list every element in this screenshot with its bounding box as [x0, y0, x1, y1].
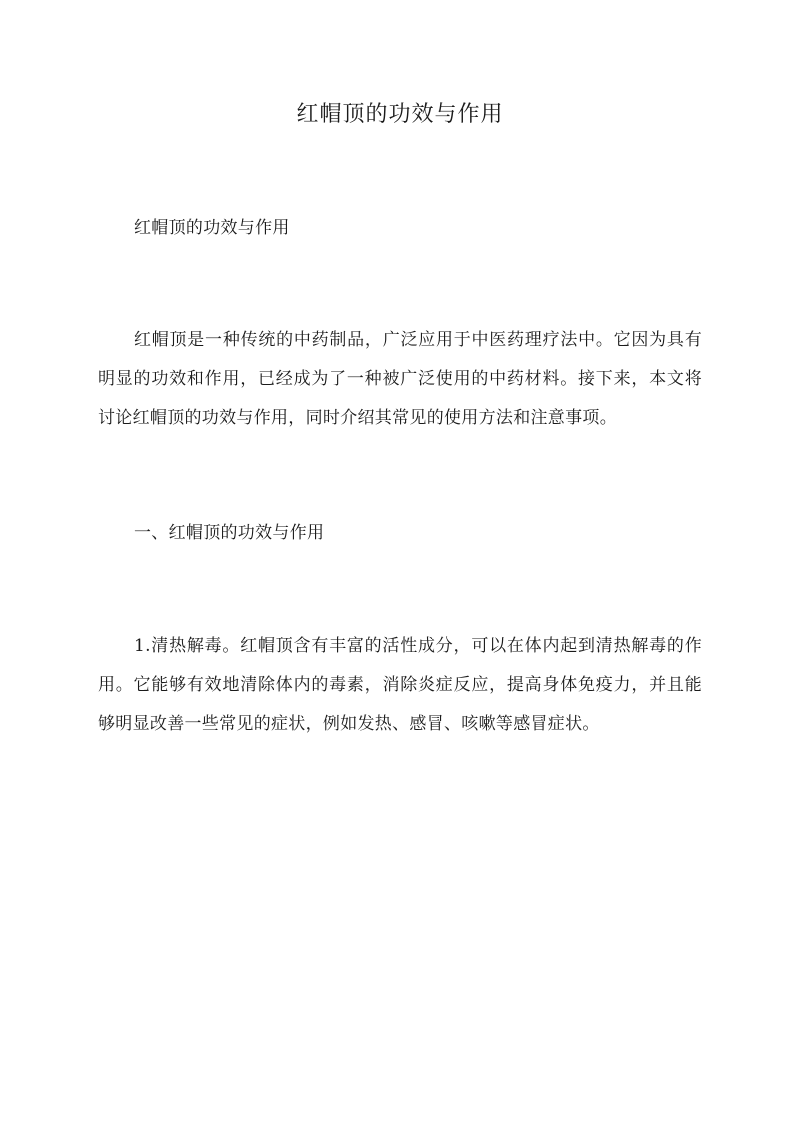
intro-paragraph: 红帽顶是一种传统的中药制品，广泛应用于中医药理疗法中。它因为具有明显的功效和作用，已经成为了一种被广泛使用的中药材料。接下来，本文将讨论红帽顶的功效与作用，同时介绍其常见的使用方法和注意事项。 [98, 330, 702, 428]
item-1-paragraph: 1.清热解毒。红帽顶含有丰富的活性成分，可以在体内起到清热解毒的作用。它能够有效地清除体内的毒素，消除炎症反应，提高身体免疫力，并且能够明显改善一些常见的症状，例如发热、感冒、咳嗽等感冒症状。 [98, 636, 702, 734]
document-subtitle: 红帽顶的功效与作用 [134, 218, 290, 238]
document-title: 红帽顶的功效与作用 [296, 102, 504, 127]
section-heading: 一、红帽顶的功效与作用 [134, 523, 325, 543]
